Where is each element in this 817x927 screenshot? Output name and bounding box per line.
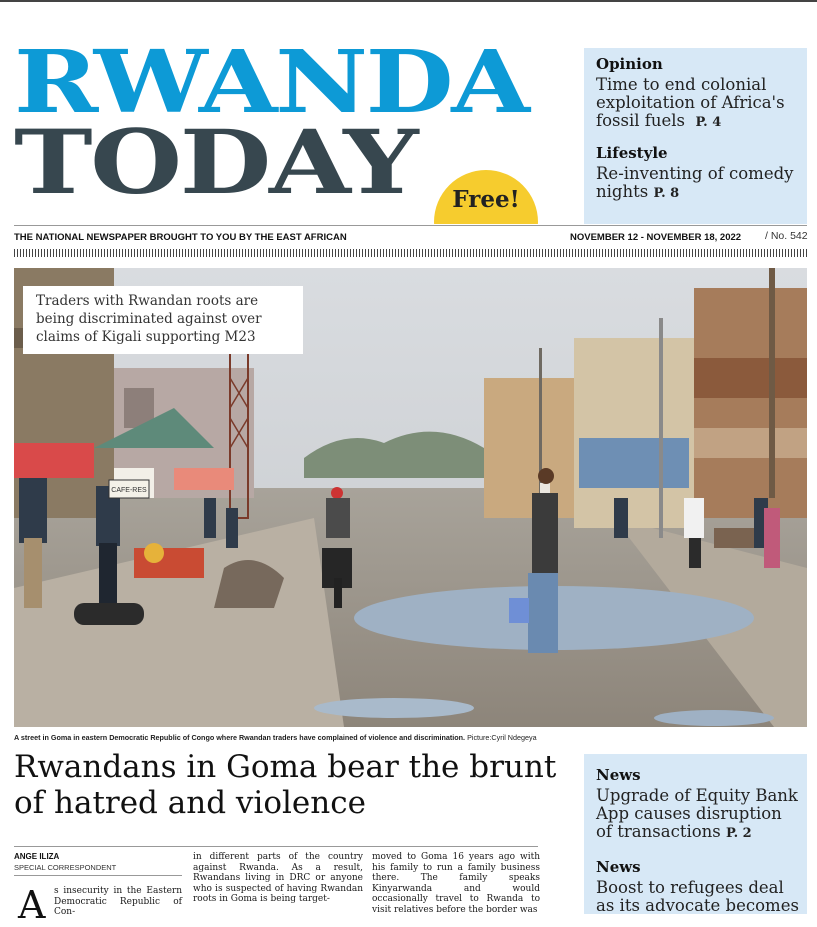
photo-caption: A street in Goma in eastern Democratic Republic of Congo where Rwandan traders have complained of violence and discrimination. Picture:Cyril Ndegeya <box>14 733 537 742</box>
teaser-section-lifestyle: Lifestyle <box>596 144 668 162</box>
rule-top <box>14 225 807 226</box>
teaser-headline-equity[interactable]: Upgrade of Equity Bank App causes disruption of transactions P. 2 <box>596 786 798 841</box>
free-badge-label: Free! <box>452 186 520 213</box>
rule-story <box>14 846 538 847</box>
teaser-section-news-2: News <box>596 858 641 876</box>
top-border <box>0 0 817 2</box>
story-column-2: in different parts of the country against Rwanda. As a result, Rwandans living in DRC or anyone who is suspected of having Rwandan roots in Goma is being target- <box>193 852 363 904</box>
masthead-today: TODAY <box>14 110 417 214</box>
tagline: THE NATIONAL NEWSPAPER BROUGHT TO YOU BY THE EAST AFRICAN <box>14 232 347 243</box>
photo-kicker <box>23 286 303 354</box>
byline-rule <box>14 875 182 876</box>
issue-number: / No. 542 <box>765 230 808 242</box>
story-author: ANGE ILIZA <box>14 852 60 861</box>
shop-sign: CAFE-RES <box>111 487 147 494</box>
teaser-headline-refugees[interactable]: Boost to refugees deal as its advocate becomes <box>596 878 799 915</box>
story-column-3: moved to Goma 16 years ago with his family to run a family business there. The family speaks Kinyarwanda and would occasionally travel to Rwanda to visit relatives before the border was <box>372 852 540 915</box>
teaser-page-ref: P. 8 <box>653 186 680 201</box>
decorative-barcode-strip <box>14 249 807 257</box>
teaser-headline-lifestyle[interactable]: Re-inventing of comedy nights P. 8 <box>596 164 794 201</box>
teaser-headline-opinion[interactable]: Time to end colonial exploitation of Africa's fossil fuels P. 4 <box>596 75 785 130</box>
teaser-page-ref: P. 2 <box>726 826 752 841</box>
teaser-section-opinion: Opinion <box>596 55 663 73</box>
teaser-section-news: News <box>596 766 641 784</box>
masthead-rwanda: RWANDA <box>14 32 528 133</box>
photo-credit: Picture:Cyril Ndegeya <box>467 733 537 742</box>
drop-cap: A <box>18 883 46 927</box>
story-column-1: s insecurity in the Eastern Democratic Republic of Con- <box>54 886 182 917</box>
story-author-role: SPECIAL CORRESPONDENT <box>14 863 117 872</box>
teaser-page-ref: P. 4 <box>695 115 722 130</box>
teaser-panel-bottom <box>584 754 807 914</box>
teaser-panel-top <box>584 48 807 224</box>
photo-kicker-text: Traders with Rwandan roots are being discriminated against over claims of Kigali supporting M23 <box>36 293 262 345</box>
story-headline[interactable]: Rwandans in Goma bear the brunt of hatred and violence <box>14 749 557 821</box>
issue-dates: NOVEMBER 12 - NOVEMBER 18, 2022 <box>570 232 742 243</box>
